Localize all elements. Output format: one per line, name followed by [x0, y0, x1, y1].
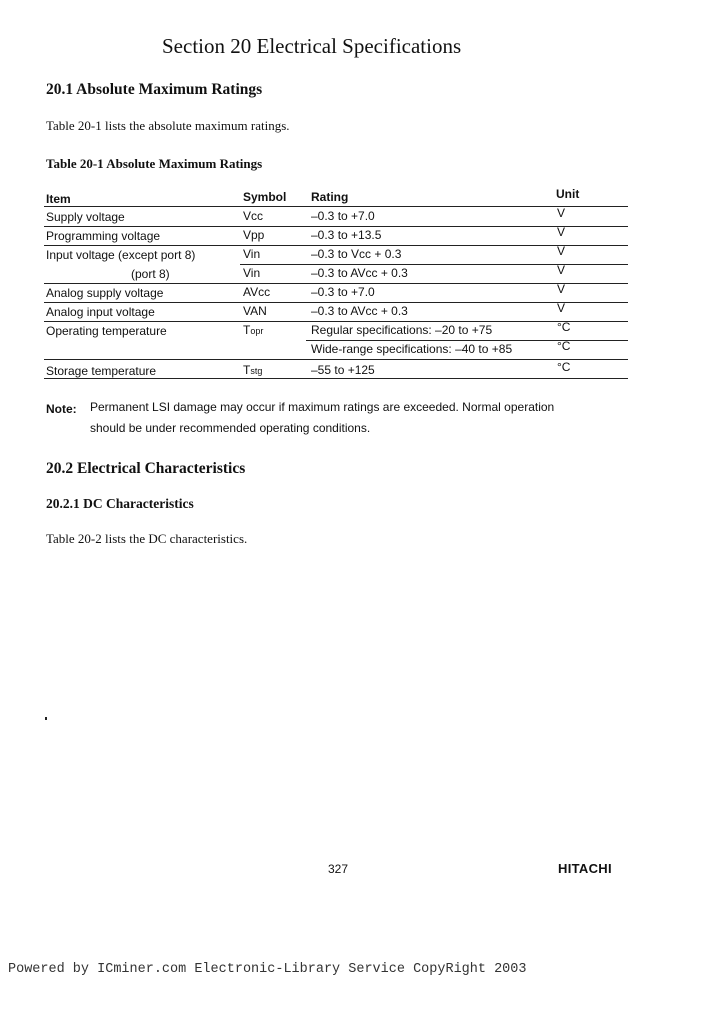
cell-item: Analog input voltage — [46, 305, 155, 319]
symbol-main: Vpp — [243, 228, 265, 242]
cell-item: Analog supply voltage — [46, 286, 164, 300]
heading-20-2-1: 20.2.1 DC Characteristics — [46, 496, 194, 511]
row-rule — [44, 283, 628, 284]
cell-unit: V — [557, 244, 566, 258]
symbol-main: Vin — [243, 247, 261, 261]
header-unit: Unit — [556, 187, 580, 201]
row-rule — [44, 359, 628, 360]
note-line-1: Permanent LSI damage may occur if maximum ratings are exceeded. Normal operation — [90, 400, 555, 414]
heading-20-1: 20.1 Absolute Maximum Ratings — [46, 81, 263, 98]
cell-symbol — [243, 209, 263, 223]
cell-unit: V — [557, 206, 566, 220]
cell-symbol — [243, 285, 270, 299]
section-title: Section 20 Electrical Specifications — [162, 34, 462, 58]
intro-20-1: Table 20-1 lists the absolute maximum ratings. — [46, 118, 290, 133]
row-rule — [44, 378, 628, 379]
header-rating: Rating — [311, 190, 349, 204]
symbol-main: AVcc — [243, 285, 271, 299]
symbol-main: VAN — [243, 304, 267, 318]
cell-item: Storage temperature — [46, 364, 157, 378]
symbol-main: Vin — [243, 266, 261, 280]
cell-rating: Regular specifications: –20 to +75 — [311, 323, 493, 337]
cell-symbol — [243, 304, 267, 318]
page-number: 327 — [328, 862, 349, 876]
cell-unit: V — [557, 282, 566, 296]
brand-logo: HITACHI — [558, 861, 612, 876]
cell-item: (port 8) — [131, 267, 170, 281]
cell-rating: –0.3 to AVcc + 0.3 — [311, 304, 408, 318]
symbol-subscript: stg — [250, 366, 263, 376]
cell-symbol — [243, 247, 260, 261]
cell-rating: –0.3 to Vcc + 0.3 — [311, 247, 402, 261]
header-symbol: Symbol — [243, 190, 287, 204]
cell-item: Supply voltage — [46, 210, 125, 224]
cell-unit: °C — [557, 339, 571, 353]
cell-unit: V — [557, 225, 566, 239]
cell-unit: °C — [557, 320, 571, 334]
table-caption: Table 20-1 Absolute Maximum Ratings — [46, 156, 263, 171]
cell-unit: V — [557, 263, 566, 277]
cell-item: Programming voltage — [46, 229, 161, 243]
row-rule — [44, 302, 628, 303]
scan-speck — [45, 717, 47, 720]
cell-item: Input voltage (except port 8) — [46, 248, 196, 262]
note-label: Note: — [46, 402, 77, 416]
cell-unit: °C — [557, 360, 571, 374]
symbol-main: T — [243, 323, 251, 337]
row-rule — [44, 245, 628, 246]
cell-rating: Wide-range specifications: –40 to +85 — [311, 342, 513, 356]
symbol-main: T — [243, 363, 251, 377]
row-rule-partial — [240, 264, 628, 265]
powered-by-footer: Powered by ICminer.com Electronic-Library Service CopyRight 2003 — [8, 962, 527, 977]
note-line-2: should be under recommended operating conditions. — [90, 421, 371, 435]
cell-item: Operating temperature — [46, 324, 167, 338]
heading-20-2: 20.2 Electrical Characteristics — [46, 460, 246, 477]
cell-symbol — [243, 266, 260, 280]
cell-unit: V — [557, 301, 566, 315]
symbol-subscript: opr — [250, 326, 264, 336]
cell-rating: –0.3 to +7.0 — [311, 285, 375, 299]
row-rule-partial — [306, 340, 628, 341]
symbol-main: Vcc — [243, 209, 264, 223]
cell-symbol — [243, 363, 262, 377]
cell-rating: –0.3 to AVcc + 0.3 — [311, 266, 408, 280]
cell-symbol — [243, 323, 263, 337]
cell-rating: –0.3 to +7.0 — [311, 209, 375, 223]
cell-rating: –0.3 to +13.5 — [311, 228, 382, 242]
row-rule — [44, 226, 628, 227]
header-rule — [44, 206, 628, 207]
cell-symbol — [243, 228, 264, 242]
intro-20-2-1: Table 20-2 lists the DC characteristics. — [46, 531, 248, 546]
header-item: Item — [46, 192, 71, 206]
row-rule — [44, 321, 628, 322]
cell-rating: –55 to +125 — [311, 363, 375, 377]
